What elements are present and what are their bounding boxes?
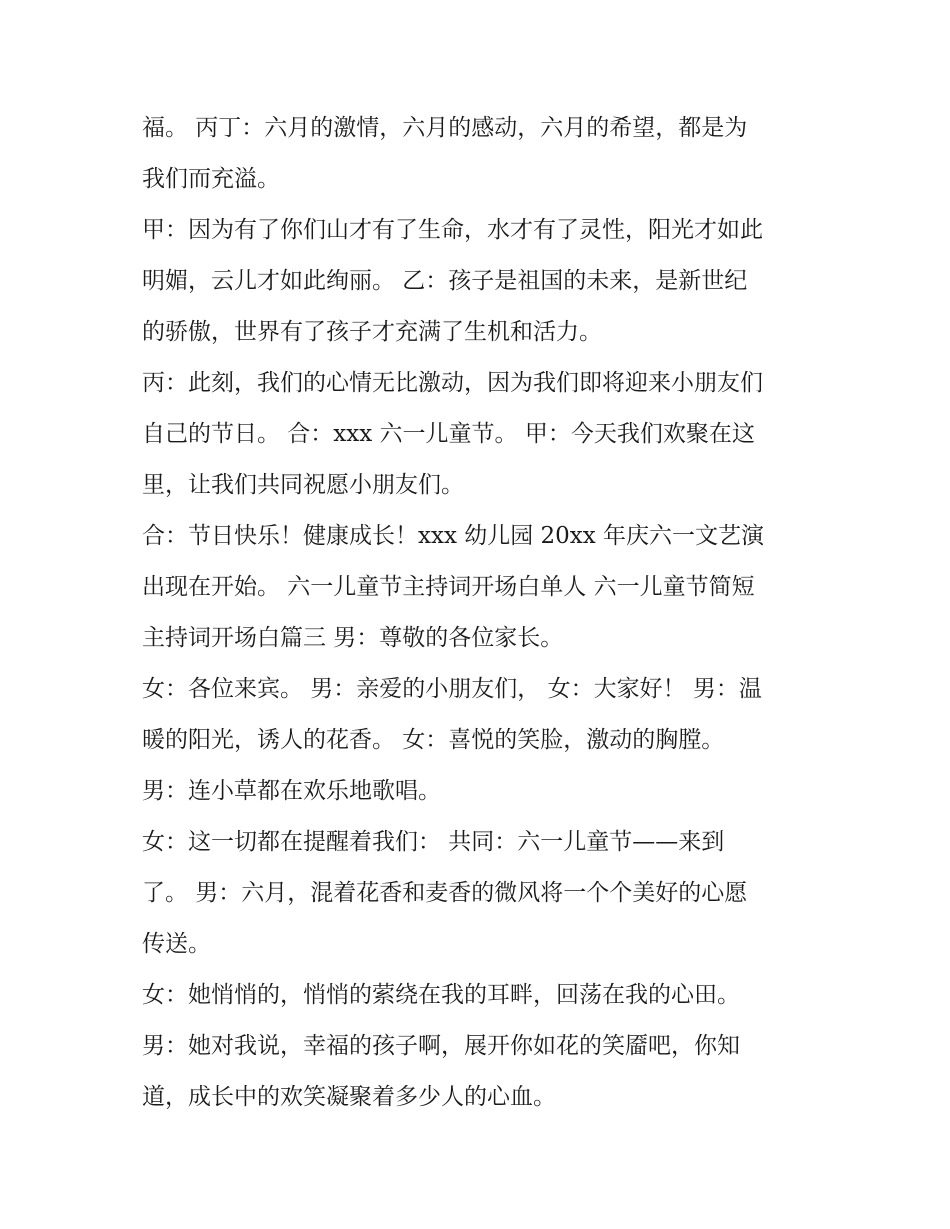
text-line: 出现在开始。 六一儿童节主持词开场白单人 六一儿童节简短 — [142, 574, 755, 600]
text-line: 道，成长中的欢笑凝聚着多少人的心血。 — [142, 1084, 556, 1110]
text-line: 女：她悄悄的，悄悄的萦绕在我的耳畔，回荡在我的心田。 — [142, 982, 740, 1008]
text-line: 里，让我们共同祝愿小朋友们。 — [142, 472, 464, 498]
text-line: 男：她对我说，幸福的孩子啊，展开你如花的笑靥吧，你知 — [142, 1033, 740, 1059]
text-line: 合：节日快乐！健康成长！xxx 幼儿园 20xx 年庆六一文艺演 — [142, 523, 765, 549]
text-line: 主持词开场白篇三 男：尊敬的各位家长。 — [142, 625, 564, 651]
text-line: 我们而充溢。 — [142, 166, 280, 192]
text-line: 暖的阳光，诱人的花香。 女：喜悦的笑脸，激动的胸膛。 — [142, 727, 725, 753]
document-body — [142, 103, 822, 1123]
text-line: 的骄傲，世界有了孩子才充满了生机和活力。 — [142, 319, 602, 345]
text-line: 女：各位来宾。 男：亲爱的小朋友们， 女：大家好！ 男：温 — [142, 676, 762, 702]
text-line: 男：连小草都在欢乐地歌唱。 — [142, 778, 441, 804]
text-line: 女：这一切都在提醒着我们： 共同：六一儿童节——来到 — [142, 829, 725, 855]
text-line: 了。 男：六月，混着花香和麦香的微风将一个个美好的心愿 — [142, 880, 748, 906]
text-line: 甲：因为有了你们山才有了生命，水才有了灵性，阳光才如此 — [142, 217, 763, 243]
text-line: 传送。 — [142, 931, 211, 957]
text-line: 明媚，云儿才如此绚丽。 乙：孩子是祖国的未来，是新世纪 — [142, 268, 748, 294]
text-line: 丙：此刻，我们的心情无比激动，因为我们即将迎来小朋友们 — [142, 370, 763, 396]
text-line: 自己的节日。 合：xxx 六一儿童节。 甲：今天我们欢聚在这 — [142, 421, 755, 447]
text-line: 福。 丙丁：六月的激情，六月的感动，六月的希望，都是为 — [142, 115, 748, 141]
